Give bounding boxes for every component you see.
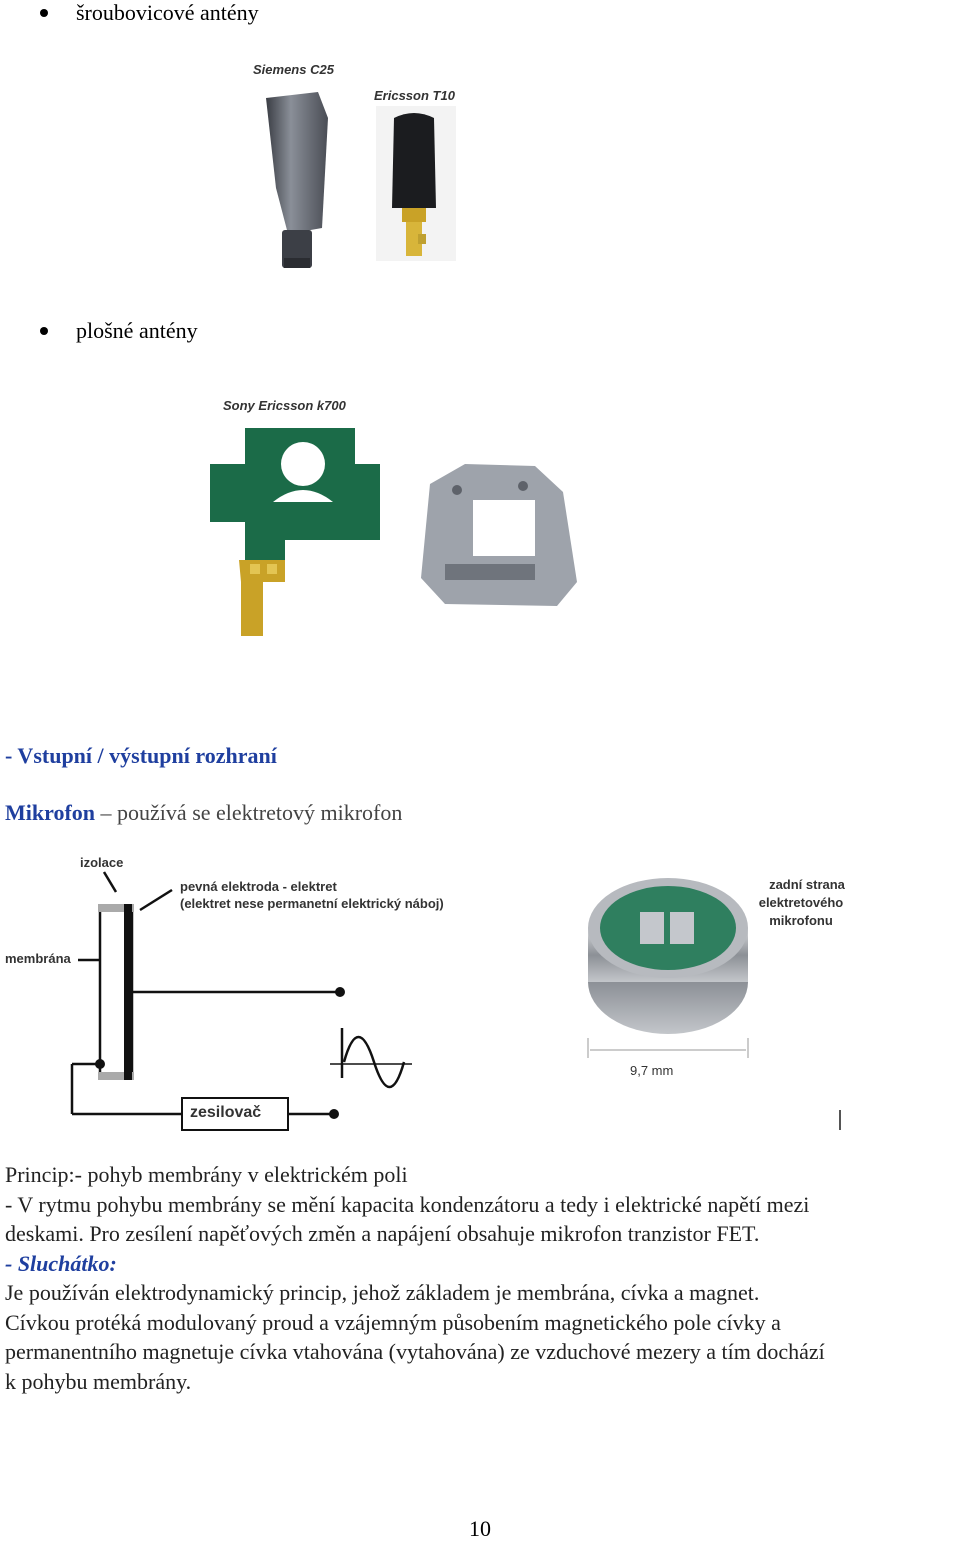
siemens-antenna-image <box>248 58 348 278</box>
dimension-label: 9,7 mm <box>630 1063 674 1078</box>
label-back-side-1: zadní strana <box>769 877 845 892</box>
label-amplifier: zesilovač <box>190 1104 262 1121</box>
label-electrode: pevná elektroda - elektret <box>180 879 337 894</box>
bullet-icon <box>40 327 48 335</box>
label-back-side-2: elektretového <box>758 895 844 910</box>
planar-antenna-image <box>205 392 605 652</box>
image-caption: Sony Ericsson k700 <box>223 398 346 413</box>
microphone-schematic <box>0 852 500 1137</box>
microphone-photo <box>550 862 870 1132</box>
principle-line-3: deskami. Pro zesílení napěťových změn a napájení obsahuje mikrofon tranzistor FET. <box>5 1221 760 1246</box>
image-caption: Siemens C25 <box>253 62 334 77</box>
list-item-label: plošné antény <box>76 318 198 343</box>
label-electrode-note: (elektret nese permanetní elektrický náboj) <box>180 896 444 911</box>
page-number: 10 <box>469 1516 491 1541</box>
label-izolace: izolace <box>80 855 124 870</box>
list-item-label: šroubovicové antény <box>76 0 259 25</box>
image-caption: Ericsson T10 <box>374 88 455 103</box>
principle-paragraph <box>5 1160 960 1396</box>
earpiece-line-2: Cívkou protéká modulovaný proud a vzájemným působením magnetického pole cívky a <box>5 1309 781 1335</box>
earpiece-line-3: permanentního magnetuje cívka vtahována (vytahována) ze vzduchové mezery a tím dochází <box>5 1339 825 1364</box>
ericsson-antenna-image <box>372 84 460 264</box>
principle-line-2: - V rytmu pohybu membrány se mění kapacita kondenzátoru a tedy i elektrické napětí mezi <box>5 1191 810 1217</box>
section-heading: - Vstupní / výstupní rozhraní <box>5 743 277 768</box>
microphone-term: Mikrofon <box>5 800 96 825</box>
microphone-description: – používá se elektretový mikrofon <box>95 800 403 825</box>
earpiece-line-1: Je používán elektrodynamický princip, jehož základem je membrána, cívka a magnet. <box>5 1280 760 1305</box>
label-membrane: membrána <box>5 951 71 966</box>
bullet-icon <box>40 9 48 17</box>
earpiece-heading: - Sluchátko: <box>5 1250 117 1276</box>
principle-line-1: Princip:- pohyb membrány v elektrickém poli <box>5 1162 408 1187</box>
list-item-planar <box>40 318 198 344</box>
earpiece-line-4: k pohybu membrány. <box>5 1368 192 1394</box>
list-item-helical <box>40 0 259 26</box>
microphone-line <box>5 798 402 827</box>
label-back-side-3: mikrofonu <box>769 913 833 928</box>
